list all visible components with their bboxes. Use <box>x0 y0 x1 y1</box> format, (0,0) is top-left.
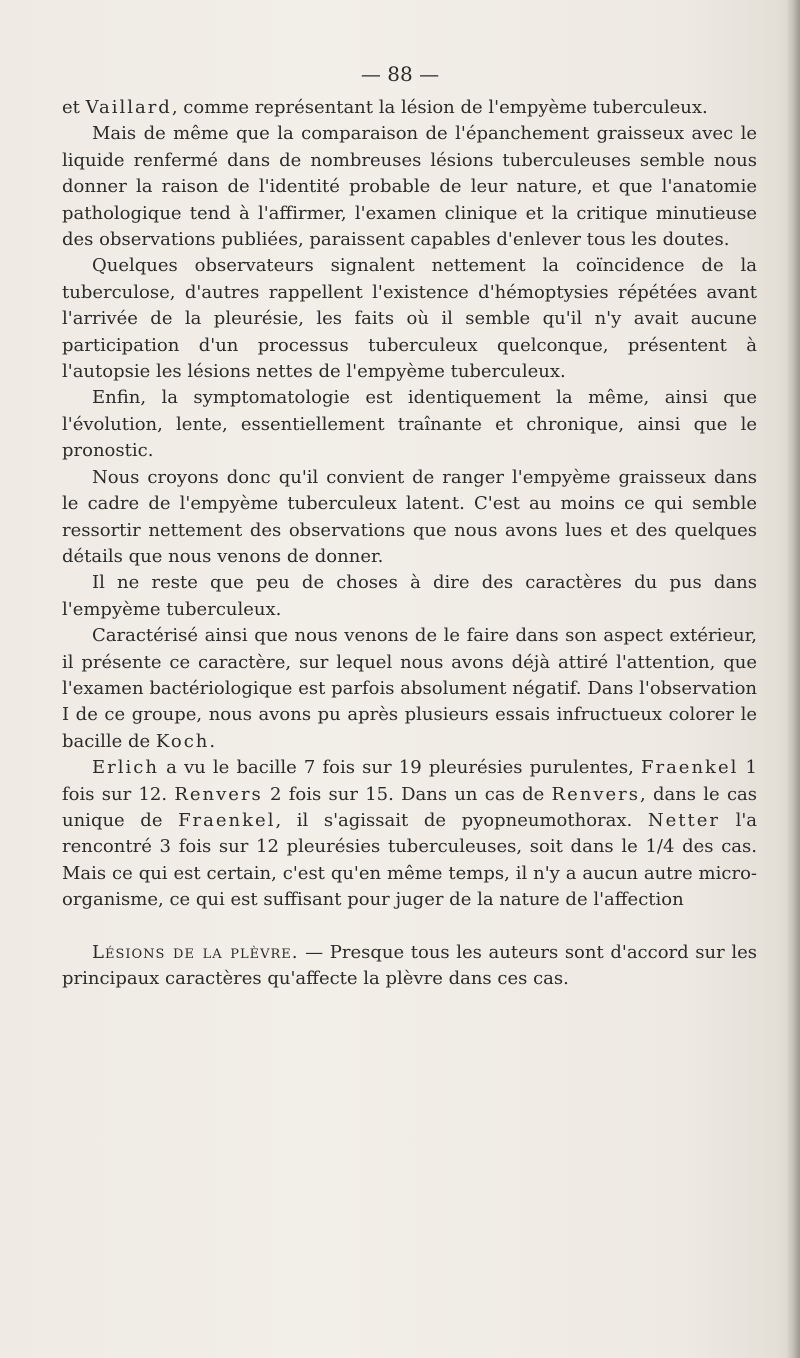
text-run: — Presque tous les auteurs sont d'accord sur les principaux caractères qu'affecte la plèvre dans ces cas. <box>62 941 758 989</box>
text-run: Quelques observateurs signalent nettement la coïncidence de la tuberculose, d'autres rappellent l'existence d'hémoptysies répétées avant l'arrivée de la pleurésie, les faits où il semble qu'il n'y avait aucune participation d'un processus tuberculeux quelconque, présentent à l'autopsie les lésions nettes de l'empyème tuberculeux. <box>62 255 757 383</box>
paragraph <box>62 465 757 571</box>
author-name: Fraenkel <box>178 809 276 831</box>
paragraph <box>62 570 757 623</box>
body-text <box>62 95 757 992</box>
author-name: Vaillard <box>85 97 172 118</box>
text-run: Mais de même que la comparaison de l'épanchement graisseux avec le liquide renfermé dans de nombreuses lésions tuberculeuses semble nous donner la raison de l'identité probable de leur nature, et que l'anatomie pathologique tend à l'affirmer, l'examen clinique et la critique minutieuse des observations publiées, paraissent capables d'enlever tous les doutes. <box>62 123 757 251</box>
text-run: . <box>209 730 216 752</box>
author-name: Netter <box>647 809 720 831</box>
text-run: Caractérisé ainsi que nous venons de le faire dans son aspect extérieur, il présente ce caractère, sur lequel nous avons déjà attiré l'attention, que l'examen bactériologique est parfois absolument négatif. Dans l'observation I de ce groupe, nous avons pu après plusieurs essais infructueux colorer le bacille de <box>62 625 757 752</box>
author-name: Renvers <box>551 783 640 805</box>
author-name: Renvers <box>174 783 263 805</box>
paragraph <box>62 755 757 913</box>
text-run: Nous croyons donc qu'il convient de ranger l'empyème graisseux dans le cadre de l'empyème tuberculeux latent. C'est au moins ce qui semble ressortir nettement des observations que nous avons lues et des quelques détails que nous venons de donner. <box>62 466 757 567</box>
paragraph <box>62 385 757 464</box>
page-edge-shadow <box>786 0 800 1358</box>
text-run: 2 fois sur 15. Dans un cas de <box>262 783 552 805</box>
section-paragraph <box>62 940 757 993</box>
text-run: , dans le cas unique de <box>62 783 758 831</box>
text-run: et <box>62 97 86 118</box>
text-run: l'a rencontré 3 fois sur 12 pleurésies tuberculeuses, soit dans le 1/4 des cas. Mais ce qui est certain, c'est qu'en même temps, il n'y a aucun autre micro-organisme, ce qui est suffisant pour juger de la nature de l'affection <box>62 809 758 911</box>
paragraph <box>62 121 757 253</box>
text-run: Enfin, la symptomatologie est identiquement la même, ainsi que l'évolution, lente, essentiellement traînante et chronique, ainsi que le pronostic. <box>62 387 757 462</box>
page-number: — 88 — <box>360 62 440 86</box>
paragraph <box>62 95 757 121</box>
author-name: Erlich <box>92 757 159 779</box>
paragraph <box>62 253 757 385</box>
text-run: , comme représentant la lésion de l'empyème tuberculeux. <box>171 97 708 118</box>
paragraph <box>62 623 757 755</box>
author-name: Koch <box>155 730 210 752</box>
text-run: a vu le bacille 7 fois sur 19 pleurésies purulentes, <box>158 757 641 779</box>
author-name: Fraenkel <box>640 757 739 779</box>
text-run: 1 fois sur 12. <box>62 757 757 805</box>
text-run: Il ne reste que peu de choses à dire des caractères du pus dans l'empyème tuberculeux. <box>62 572 757 620</box>
section-heading: Lésions de la plèvre. <box>92 941 299 963</box>
text-run: , il s'agissait de pyopneumothorax. <box>275 809 648 831</box>
